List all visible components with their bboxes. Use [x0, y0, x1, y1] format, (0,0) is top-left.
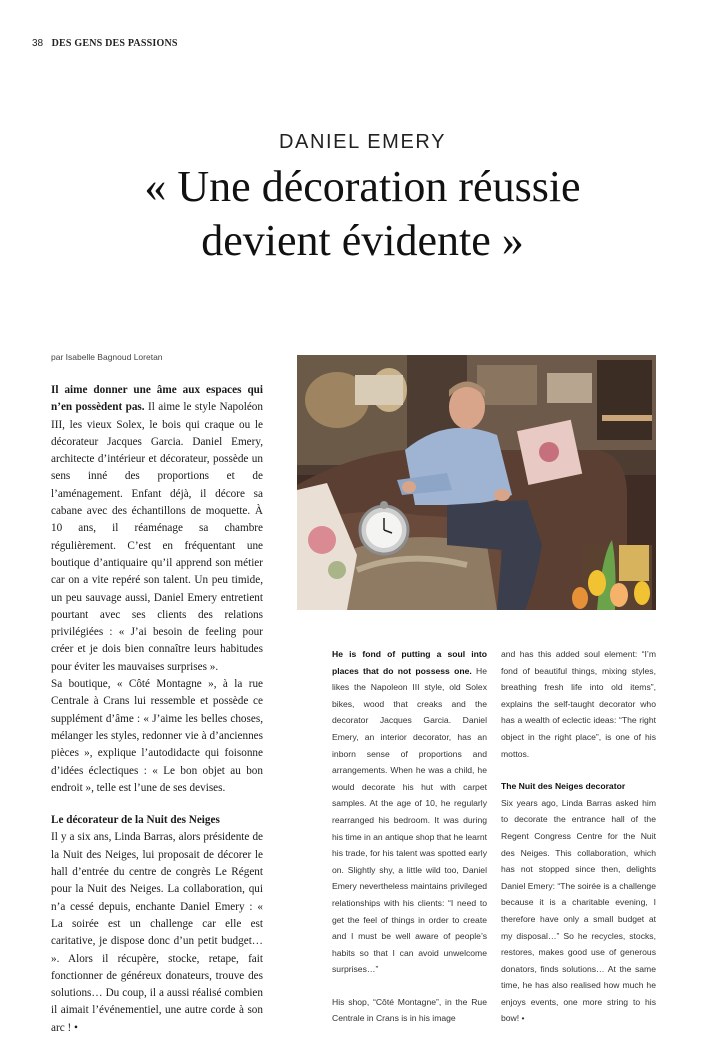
english-paragraph-1: [332, 646, 487, 978]
running-header: [32, 38, 178, 49]
section-title: DES GENS DES PASSIONS: [51, 38, 178, 49]
english-paragraph-3: Six years ago, Linda Barras asked him to decorate the entrance hall of the Regent Congress Centre for the Nuit des Neiges. This collaboration, which has not stopped since then, delights Daniel Emery: “The soirée is a challenge because it is a charitable evening, I therefore have only a small budget at my disposal…” So he recycles, stocks, restores, makes good use of generous donators, finds solutions… At the same time, he has also realised how much he enjoys events, one more string to his bow! •: [501, 797, 656, 1024]
french-paragraph-1: [51, 382, 263, 676]
english-lead: He is fond of putting a soul into places that do not possess one.: [332, 649, 487, 676]
article-title: [0, 160, 725, 268]
english-paragraph-2-cont: and has this added soul element: “I’m fond of beautiful things, mixing styles, breathing fresh life into old items”, explains the self-taught decorator who has a wealth of eclectic ideas: “The right object in the right place”, is one of his mottos.: [501, 649, 656, 759]
article-kicker: DANIEL EMERY: [278, 131, 447, 153]
french-paragraph-3: Il y a six ans, Linda Barras, alors présidente de la Nuit des Neiges, lui proposait de décorer le hall d’entrée du centre de congrès Le Régent pour la Nuit des Neiges. La collaboration, qui n’a cessé depuis, enchante Daniel Emery : « La soirée est un challenge car elle est caritative, je dispose donc d’un petit budget… ». Alors il récupère, stocke, retape, fait fonctionner de généreux donateurs, trouve des solutions… Du coup, il a aussi réalisé combien il aimait l’événementiel, une autre corde à son arc ! •: [51, 831, 263, 1034]
title-line-1: « Une décoration réussie: [144, 162, 581, 211]
english-column-1: [332, 646, 487, 1027]
french-lead: Il aime donner une âme aux espaces qui n’en possèdent pas.: [51, 384, 263, 414]
byline: par Isabelle Bagnoud Loretan: [51, 352, 163, 362]
english-para1-text: He likes the Napoleon III style, old Solex bikes, wood that creaks and the decorator Jacques Garcia. Daniel Emery, an interior decorator, has an inborn sense of proportions and arrangements. When he was a child, he would decorate his hut with carpet samples. At the age of 10, he regularly rearranged his bedroom. It was during his time in an antique shop that he learnt his trade, for his talent was spotted early on. Slightly shy, a little wild too, Daniel Emery nevertheless maintains privileged relationships with his clients: “I need to get the feel of things in order to create and I must be well aware of people’s habits so that I can avoid unwelcome surprises…”: [332, 665, 487, 975]
english-column-2: [501, 646, 656, 1027]
french-para1-text: Il aime le style Napoléon III, les vieux Solex, le bois qui craque ou le décorateur Jacques Garcia. Daniel Emery, architecte d’intérieur et décorateur, possède un sens inné des proportions et de l’aménagement. Enfant déjà, il décore sa cabane avec des échantillons de moquette. À 10 ans, il réaménage sa chambre régulièrement. C’est en fréquentant une boutique d’antiquaire qu’il apprend son métier car on a vite repéré son talent. Un peu timide, un peu sauvage aussi, Daniel Emery entretient pourtant avec ses clients des relations privilégiées : « J’ai besoin de feeling pour créer et je dois bien connaître leurs habitudes pour éviter les mauvaises surprises ».: [51, 401, 263, 673]
photo-illustration: [297, 355, 656, 610]
english-subhead: The Nuit des Neiges decorator: [501, 781, 626, 792]
french-paragraph-2: Sa boutique, « Côté Montagne », à la rue Centrale à Crans lui ressemble et possède ce supplément d’âme : « J’aime les belles choses, mélanger les styles, redonner vie à d’anciennes pièces », explique l’autodidacte qui foisonne d’idées éclectiques : « Le bon objet au bon endroit », telle est l’une de ses devises.: [51, 678, 263, 794]
french-column: [51, 382, 263, 1037]
title-line-2: devient évidente »: [201, 216, 524, 265]
english-paragraph-2: His shop, “Côté Montagne”, in the Rue Centrale in Crans is in his image: [332, 996, 487, 1024]
page-number: 38: [32, 38, 44, 49]
french-subhead: Le décorateur de la Nuit des Neiges: [51, 814, 220, 827]
portrait-photo: [297, 355, 656, 610]
